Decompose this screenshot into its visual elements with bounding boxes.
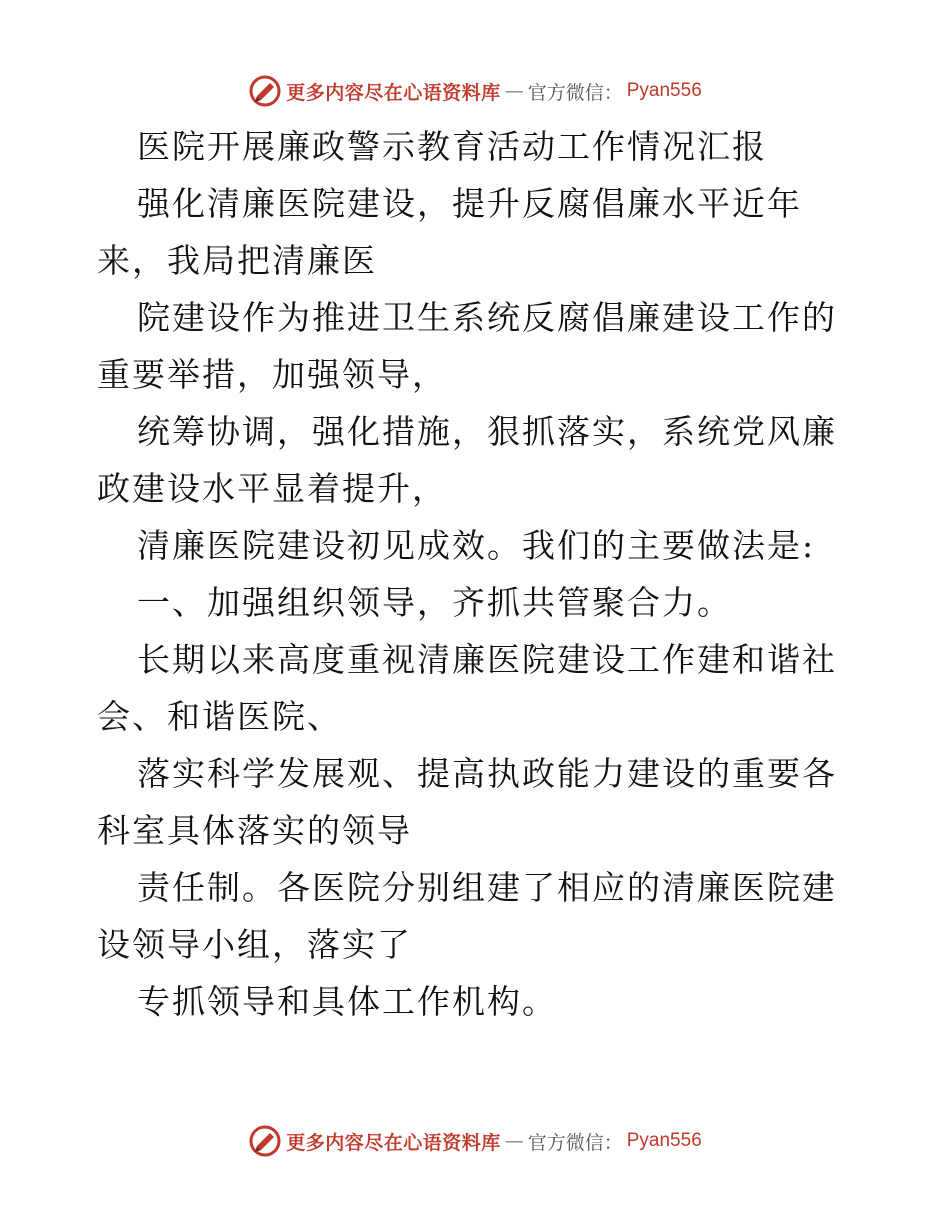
paragraph: 落实科学发展观、提高执政能力建设的重要各科室具体落实的领导 (97, 754, 837, 850)
book-pen-logo-icon (248, 1124, 282, 1158)
banner-wechat-label: 官方微信： (527, 1131, 623, 1154)
document-body (97, 118, 855, 1030)
section-heading: 一、加强组织领导，齐抓共管聚合力。 (137, 583, 732, 622)
paragraph: 统筹协调，强化措施，狠抓落实，系统党风廉政建设水平显着提升， (97, 412, 837, 508)
paragraph: 院建设作为推进卫生系统反腐倡廉建设工作的重要举措，加强领导， (97, 298, 837, 394)
paragraph: 强化清廉医院建设，提升反腐倡廉水平近年来，我局把清廉医 (97, 184, 802, 280)
paragraph: 责任制。各医院分别组建了相应的清廉医院建设领导小组，落实了 (97, 868, 837, 964)
banner-dash: — (504, 80, 524, 102)
paragraph: 长期以来高度重视清廉医院建设工作建和谐社会、和谐医院、 (97, 640, 837, 736)
banner-wechat-id: Pyan556 (626, 80, 702, 101)
banner-dash: — (504, 1130, 524, 1152)
banner-wechat-id: Pyan556 (626, 1130, 702, 1151)
banner-wechat-label: 官方微信： (527, 81, 623, 104)
banner-text: 更多内容尽在心语资料库 (286, 81, 501, 104)
footer-banner (0, 1124, 950, 1158)
paragraph: 专抓领导和具体工作机构。 (137, 982, 557, 1021)
paragraph: 清廉医院建设初见成效。我们的主要做法是: (137, 526, 816, 565)
banner-text: 更多内容尽在心语资料库 (286, 1131, 501, 1154)
header-banner (0, 74, 950, 108)
document-title: 医院开展廉政警示教育活动工作情况汇报 (137, 127, 767, 166)
book-pen-logo-icon (248, 74, 282, 108)
